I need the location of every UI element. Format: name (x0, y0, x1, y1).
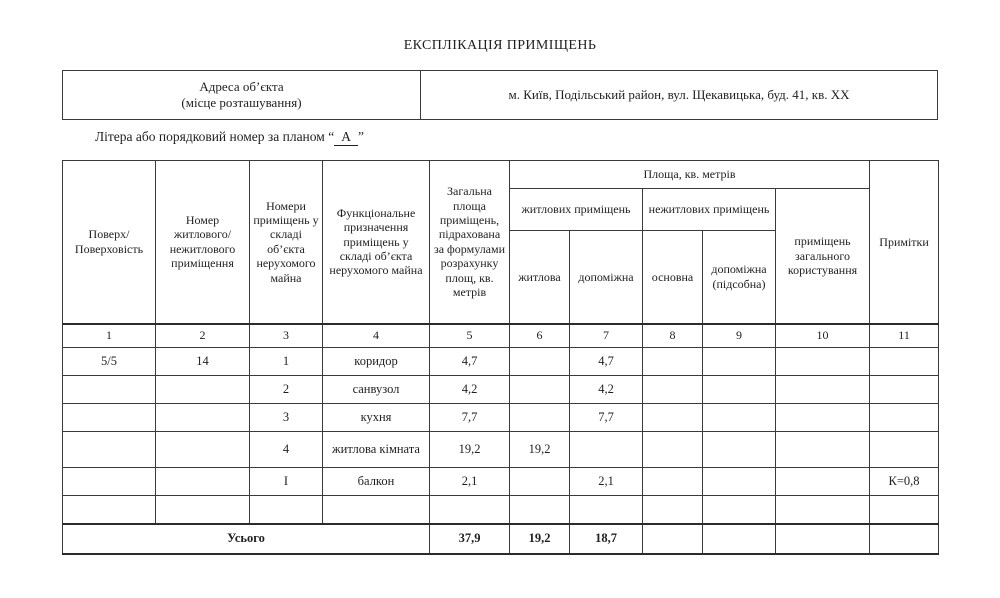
table-row (63, 404, 939, 432)
total-notes (870, 524, 939, 554)
column-number: 10 (776, 324, 870, 348)
total-residential-aux: 18,7 (570, 524, 643, 554)
cell-total-area (430, 496, 510, 524)
cell-floor (63, 376, 156, 404)
column-number: 9 (703, 324, 776, 348)
cell-function: санвузол (323, 376, 430, 404)
table-row-empty (63, 496, 939, 524)
cell-total-area: 7,7 (430, 404, 510, 432)
column-number-row (63, 324, 939, 348)
cell-residential-aux: 2,1 (570, 468, 643, 496)
cell-room-number: 3 (250, 404, 323, 432)
document-title: ЕКСПЛІКАЦІЯ ПРИМІЩЕНЬ (403, 38, 597, 53)
cell-common-use (776, 496, 870, 524)
header-notes: Примітки (870, 161, 939, 324)
cell-notes (870, 376, 939, 404)
total-nonresidential-main (643, 524, 703, 554)
cell-residential-living (510, 468, 570, 496)
header-nonresidential-main: основна (643, 231, 703, 324)
cell-function (323, 496, 430, 524)
cell-notes (870, 496, 939, 524)
cell-notes (870, 348, 939, 376)
total-label: Усього (63, 524, 430, 554)
header-area-group: Площа, кв. метрів (510, 161, 870, 189)
cell-residential-living (510, 496, 570, 524)
table-row (63, 432, 939, 468)
cell-nonresidential-aux (703, 404, 776, 432)
cell-function: житлова кімната (323, 432, 430, 468)
cell-total-area: 19,2 (430, 432, 510, 468)
column-number: 6 (510, 324, 570, 348)
header-row-group (63, 161, 939, 189)
plan-letter: А (334, 129, 358, 146)
column-number: 7 (570, 324, 643, 348)
total-residential-living: 19,2 (510, 524, 570, 554)
column-number: 1 (63, 324, 156, 348)
cell-room-number: 2 (250, 376, 323, 404)
address-label-line2: (місце розташування) (181, 95, 302, 110)
cell-nonresidential-aux (703, 376, 776, 404)
cell-unit-number (156, 432, 250, 468)
cell-residential-aux (570, 496, 643, 524)
header-nonresidential-aux: допоміжна (підсобна) (703, 231, 776, 324)
table-row (63, 376, 939, 404)
address-value: м. Київ, Подільський район, вул. Щекавицька, буд. 41, кв. XX (508, 87, 850, 102)
cell-function: кухня (323, 404, 430, 432)
header-function: Функціональне призначення приміщень у складі об’єкта нерухомого майна (323, 161, 430, 324)
cell-function: коридор (323, 348, 430, 376)
address-table (62, 70, 938, 120)
cell-nonresidential-main (643, 348, 703, 376)
column-number: 4 (323, 324, 430, 348)
cell-total-area: 4,2 (430, 376, 510, 404)
cell-unit-number (156, 468, 250, 496)
header-residential-group: житлових приміщень (510, 189, 643, 231)
cell-unit-number (156, 496, 250, 524)
cell-residential-living (510, 376, 570, 404)
cell-nonresidential-aux (703, 496, 776, 524)
cell-residential-living (510, 404, 570, 432)
cell-residential-aux: 4,2 (570, 376, 643, 404)
cell-notes (870, 432, 939, 468)
cell-residential-aux: 4,7 (570, 348, 643, 376)
cell-nonresidential-aux (703, 468, 776, 496)
explication-table (62, 160, 939, 555)
cell-common-use (776, 376, 870, 404)
header-unit-number: Номер житлового/ нежитлового приміщення (156, 161, 250, 324)
address-value-cell (421, 71, 937, 119)
cell-unit-number: 14 (156, 348, 250, 376)
cell-common-use (776, 432, 870, 468)
cell-nonresidential-aux (703, 348, 776, 376)
cell-nonresidential-aux (703, 432, 776, 468)
cell-floor (63, 468, 156, 496)
cell-residential-living (510, 348, 570, 376)
plan-letter-line (95, 129, 364, 146)
table-row (63, 468, 939, 496)
column-number: 8 (643, 324, 703, 348)
header-room-numbers: Номери приміщень у складі об’єкта нерухомого майна (250, 161, 323, 324)
cell-residential-aux (570, 432, 643, 468)
header-residential-living: житлова (510, 231, 570, 324)
cell-nonresidential-main (643, 468, 703, 496)
cell-residential-living: 19,2 (510, 432, 570, 468)
address-label-cell (63, 71, 421, 119)
header-nonresidential-group: нежитлових приміщень (643, 189, 776, 231)
cell-common-use (776, 404, 870, 432)
total-common-use (776, 524, 870, 554)
cell-floor (63, 496, 156, 524)
column-number: 2 (156, 324, 250, 348)
header-floor: Поверх/ Поверховість (63, 161, 156, 324)
cell-total-area: 2,1 (430, 468, 510, 496)
plan-line-text: Літера або порядковий номер за планом (95, 129, 325, 144)
column-number: 3 (250, 324, 323, 348)
column-number: 11 (870, 324, 939, 348)
cell-floor (63, 432, 156, 468)
total-nonresidential-aux (703, 524, 776, 554)
plan-close-quote: ” (357, 129, 364, 144)
cell-floor: 5/5 (63, 348, 156, 376)
cell-unit-number (156, 404, 250, 432)
cell-total-area: 4,7 (430, 348, 510, 376)
address-label-line1: Адреса об’єкта (199, 78, 284, 94)
header-total-area: Загальна площа приміщень, підрахована за формулами розрахунку площ, кв. метрів (430, 161, 510, 324)
total-area-value: 37,9 (430, 524, 510, 554)
cell-unit-number (156, 376, 250, 404)
cell-nonresidential-main (643, 404, 703, 432)
cell-room-number: І (250, 468, 323, 496)
cell-room-number (250, 496, 323, 524)
cell-notes (870, 404, 939, 432)
cell-nonresidential-main (643, 432, 703, 468)
cell-residential-aux: 7,7 (570, 404, 643, 432)
cell-function: балкон (323, 468, 430, 496)
column-number: 5 (430, 324, 510, 348)
cell-common-use (776, 468, 870, 496)
header-common-use: приміщень загального користування (776, 189, 870, 324)
table-row (63, 348, 939, 376)
plan-open-quote: “ (328, 129, 335, 144)
total-row (63, 524, 939, 554)
cell-room-number: 4 (250, 432, 323, 468)
cell-notes: К=0,8 (870, 468, 939, 496)
cell-floor (63, 404, 156, 432)
cell-room-number: 1 (250, 348, 323, 376)
cell-nonresidential-main (643, 376, 703, 404)
cell-nonresidential-main (643, 496, 703, 524)
header-residential-aux: допоміжна (570, 231, 643, 324)
cell-common-use (776, 348, 870, 376)
